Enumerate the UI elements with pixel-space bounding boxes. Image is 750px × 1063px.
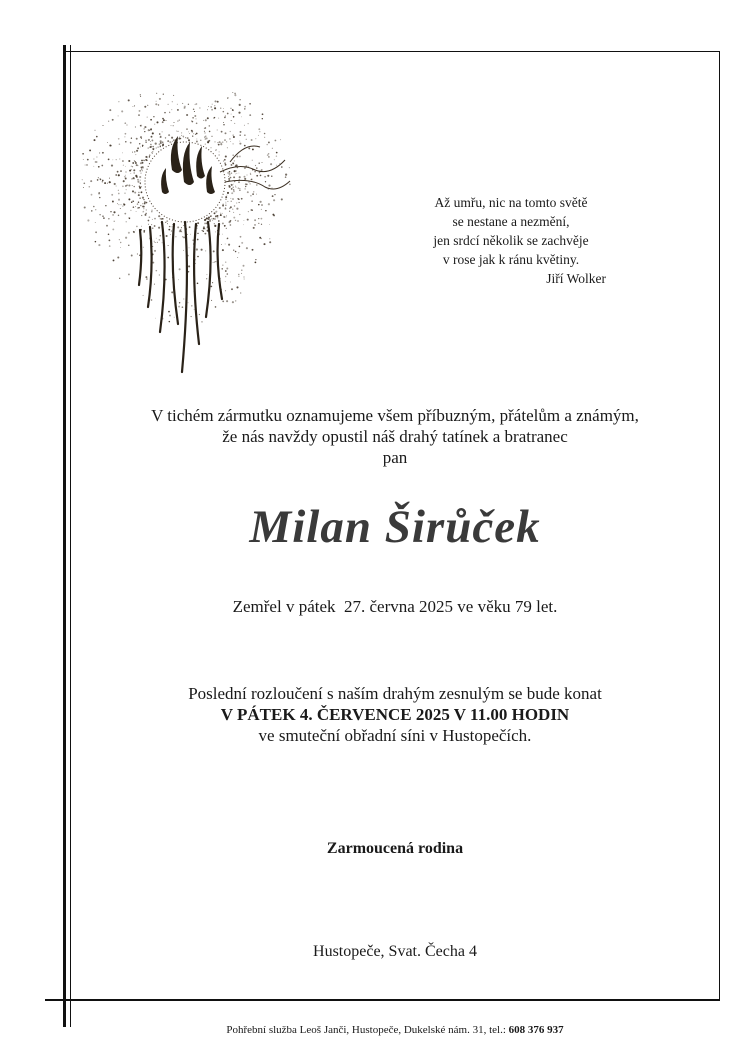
farewell-place: ve smuteční obřadní síni v Hustopečích. bbox=[258, 726, 532, 745]
border-right bbox=[719, 51, 720, 1000]
farewell-datetime: V PÁTEK 4. ČERVENCE 2025 V 11.00 HODIN bbox=[220, 705, 570, 724]
border-left-outer bbox=[63, 45, 66, 1027]
intro-line-3: pan bbox=[382, 448, 408, 467]
footer-service: Pohřební služba Leoš Janči, Hustopeče, Dukelské nám. 31, tel.: bbox=[226, 1024, 509, 1036]
poem-author: Jiří Wolker bbox=[546, 271, 606, 286]
deceased-name: Milan Širůček bbox=[249, 501, 541, 553]
intro-line-1: V tichém zármutku oznamujeme všem příbuzným, přátelům a známým, bbox=[151, 406, 639, 425]
intro-text bbox=[75, 405, 715, 468]
intro-line-2: že nás navždy opustil náš drahý tatínek a bratranec bbox=[222, 427, 568, 446]
poem-line: jen srdcí několik se zachvěje bbox=[433, 233, 589, 248]
death-notice: Zemřel v pátek 27. června 2025 ve věku 79 let. bbox=[232, 597, 558, 616]
poem-line: se nestane a nezmění, bbox=[452, 214, 570, 229]
candle-flame-artwork bbox=[80, 92, 310, 377]
poem-line: Až umřu, nic na tomto světě bbox=[434, 195, 588, 210]
family-signature: Zarmoucená rodina bbox=[326, 840, 464, 857]
poem bbox=[400, 193, 622, 288]
footer-phone: 608 376 937 bbox=[508, 1024, 564, 1036]
farewell-line: Poslední rozloučení s naším drahým zesnulým se bude konat bbox=[188, 684, 602, 703]
border-left-inner bbox=[70, 45, 71, 1027]
footer bbox=[75, 1024, 715, 1036]
farewell-info bbox=[75, 683, 715, 746]
address: Hustopeče, Svat. Čecha 4 bbox=[313, 943, 477, 960]
border-top bbox=[63, 51, 720, 52]
poem-line: v rose jak k ránu květiny. bbox=[442, 252, 580, 267]
border-bottom bbox=[45, 999, 720, 1001]
